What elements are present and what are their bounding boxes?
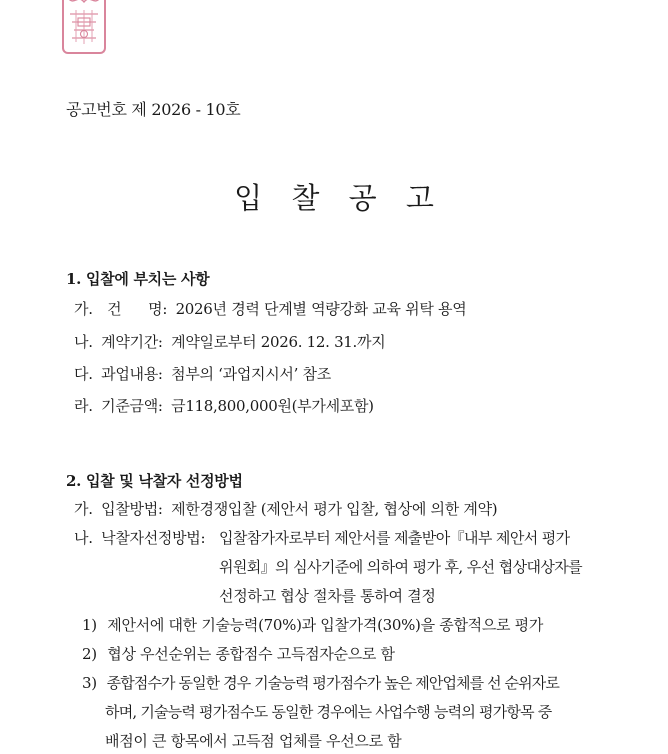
numbered-item [82,643,395,664]
item-marker: 나. [74,333,93,351]
item-text: 제안서에 대한 기술능력(70%)과 입찰가격(30%)을 종합적으로 평가 [107,616,544,634]
item-marker: 다. [74,365,93,383]
list-item [74,331,385,352]
item-text-line: 배점이 큰 항목에서 고득점 업체를 우선으로 함 [105,732,402,750]
item-value: 계약일로부터 2026. 12. 31.까지 [171,333,386,351]
item-marker: 가. [74,300,93,318]
item-value: 2026년 경력 단계별 역량강화 교육 위탁 용역 [175,300,467,318]
numbered-item [82,614,543,635]
item-label: 과업내용: [101,365,163,383]
item-value: 제한경쟁입찰 (제안서 평가 입찰, 협상에 의한 계약) [171,500,498,518]
item-marker: 가. [74,500,93,518]
item-label: 기준금액: [101,397,163,415]
notice-number: 공고번호 제 2026 - 10호 [66,100,241,119]
list-item [74,298,466,319]
item-value: 금118,800,000원(부가세포함) [171,397,374,415]
item-label: 입찰방법: [101,500,163,518]
list-item [74,363,331,384]
page-title: 입 찰 공 고 [234,181,444,215]
list-item [74,498,497,519]
item-marker: 2) [82,645,97,663]
item-label: 낙찰자선정방법: [101,529,206,547]
official-seal-stamp [62,0,106,54]
item-text: 종합점수가 동일한 경우 기술능력 평가점수가 높은 제안업체를 선 순위자로 [106,674,559,692]
item-value-line: 선정하고 협상 절차를 통하여 결정 [219,587,436,605]
item-marker: 라. [74,397,93,415]
numbered-item [82,672,559,693]
item-label: 건 명: [107,300,168,318]
list-item [74,395,374,416]
list-item [74,527,205,548]
item-label: 계약기간: [101,333,163,351]
item-marker: 3) [82,674,97,692]
item-value-line: 입찰참가자로부터 제안서를 제출받아『내부 제안서 평가 [219,529,570,547]
section-heading: 1. 입찰에 부치는 사항 [66,270,210,288]
item-text-line: 하며, 기술능력 평가점수도 동일한 경우에는 사업수행 능력의 평가항목 중 [105,703,552,721]
item-marker: 나. [74,529,93,547]
item-marker: 1) [82,616,97,634]
item-value: 첨부의 ‘과업지시서’ 참조 [171,365,331,383]
item-text: 협상 우선순위는 종합점수 고득점자순으로 함 [107,645,395,663]
item-value-line: 위원회』의 심사기준에 의하여 평가 후, 우선 협상대상자를 [219,558,583,576]
section-heading: 2. 입찰 및 낙찰자 선정방법 [66,472,243,490]
